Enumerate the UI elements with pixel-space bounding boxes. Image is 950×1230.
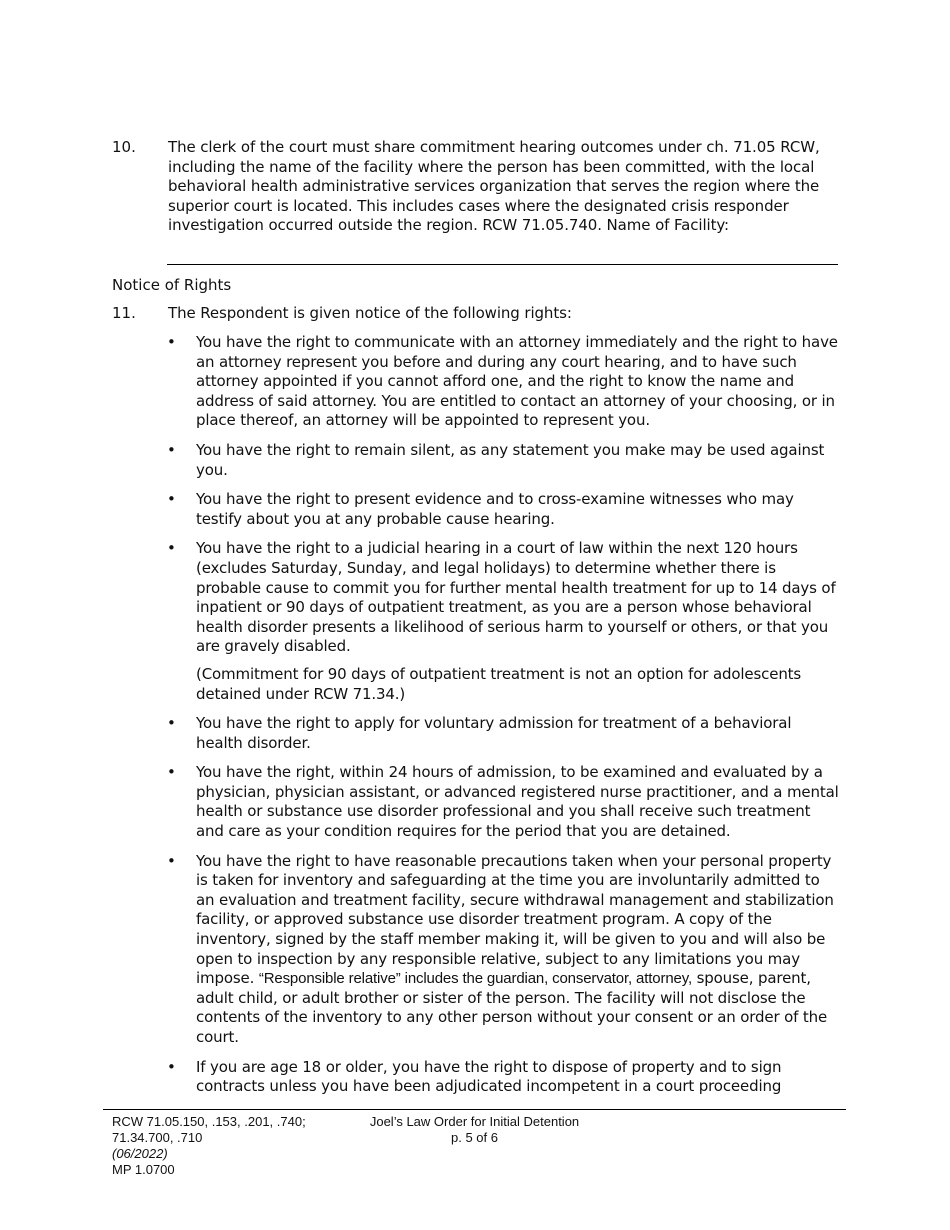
section-11 xyxy=(112,304,842,324)
bullet-icon: • xyxy=(167,714,176,733)
list-item: • You have the right to remain silent, as any statement you make may be used against you. xyxy=(167,440,825,479)
list-item: • You have the right to have reasonable precautions taken when your personal property is taken for inventory and safeguarding at the time you are involuntarily admitted to an evaluation and treatment facility, secure withdrawal management and stabilization facility, or approved substance use disorder treatment program. A copy of the inventory, signed by the staff member making it, will be given to you and will also be open to inspection by any responsible relative, subject to any limitations you may impose. “Responsible relative” includes the guardian, conservator, attorney, spouse, parent, adult child, or adult brother or sister of the person. The facility will not disclose the contents of the inventory to any other person without your consent or an order of the court. xyxy=(167,851,834,1046)
section-11-intro: The Respondent is given notice of the following rights: xyxy=(168,304,572,322)
bullet-icon: • xyxy=(167,440,176,459)
list-item: • You have the right, within 24 hours of admission, to be examined and evaluated by a physician, physician assistant, or advanced registered nurse practitioner, and a mental health or substance use disorder professional and you shall receive such treatment and care as your condition requires for the period that you are detained. xyxy=(167,763,839,841)
section-10-text: The clerk of the court must share commitment hearing outcomes under ch. 71.05 RCW, including the name of the facility where the person has been committed, with the local behavioral health administrative services organization that serves the region where the superior court is located. This includes cases where the designated crisis responder investigation occurred outside the region. RCW 71.05.740. Name of Facility: xyxy=(168,138,820,235)
list-item: • If you are age 18 or older, you have the right to dispose of property and to sign contracts unless you have been adjudicated incompetent in a court proceeding xyxy=(167,1057,782,1096)
rights-list xyxy=(167,333,842,1107)
bullet-icon: • xyxy=(167,539,176,558)
bullet-icon: • xyxy=(167,1057,176,1076)
section-number: 10. xyxy=(112,138,136,156)
section-number: 11. xyxy=(112,304,136,322)
bullet-icon: • xyxy=(167,490,176,509)
footer-citation xyxy=(112,1114,306,1178)
footer-title: Joel’s Law Order for Initial Detention xyxy=(369,1114,580,1129)
footer-rcw-line-1: RCW 71.05.150, .153, .201, .740; xyxy=(112,1114,306,1129)
notice-of-rights-heading: Notice of Rights xyxy=(112,276,232,294)
footer-page-number: p. 5 of 6 xyxy=(451,1130,498,1145)
list-item: • You have the right to communicate with an attorney immediately and the right to have an attorney represent you before and during any court hearing, and to have such attorney appointed if you cannot afford one, and the right to know the name and address of said attorney. You are entitled to contact an attorney of your choosing, or in place thereof, an attorney will be appointed to represent you. xyxy=(167,333,838,430)
footer-rcw-line-2: 71.34.700, .710 xyxy=(112,1130,203,1145)
footer-date: (06/2022) xyxy=(112,1146,168,1161)
list-item: • You have the right to present evidence and to cross-examine witnesses who may testify about you at any probable cause hearing. xyxy=(167,490,794,528)
footer-form-number: MP 1.0700 xyxy=(112,1162,175,1177)
footer-title-block xyxy=(362,1114,587,1146)
outpatient-note: (Commitment for 90 days of outpatient treatment is not an option for adolescents detained under RCW 71.34.) xyxy=(196,664,802,703)
list-item: • You have the right to a judicial hearing in a court of law within the next 120 hours (excludes Saturday, Sunday, and legal holidays) to determine whether there is probable cause to commit you for further mental health treatment for up to 14 days of inpatient or 90 days of outpatient treatment, as you are a person whose behavioral health disorder presents a likelihood of serious harm to yourself or others, or that you are gravely disabled. xyxy=(167,539,836,656)
bullet-icon: • xyxy=(167,763,176,782)
bullet-icon: • xyxy=(167,333,176,351)
section-10 xyxy=(112,138,842,236)
bullet-icon: • xyxy=(167,851,176,870)
list-item: • You have the right to apply for voluntary admission for treatment of a behavioral health disorder. xyxy=(167,714,792,752)
footer-divider xyxy=(103,1109,846,1110)
facility-name-field[interactable] xyxy=(167,264,838,265)
